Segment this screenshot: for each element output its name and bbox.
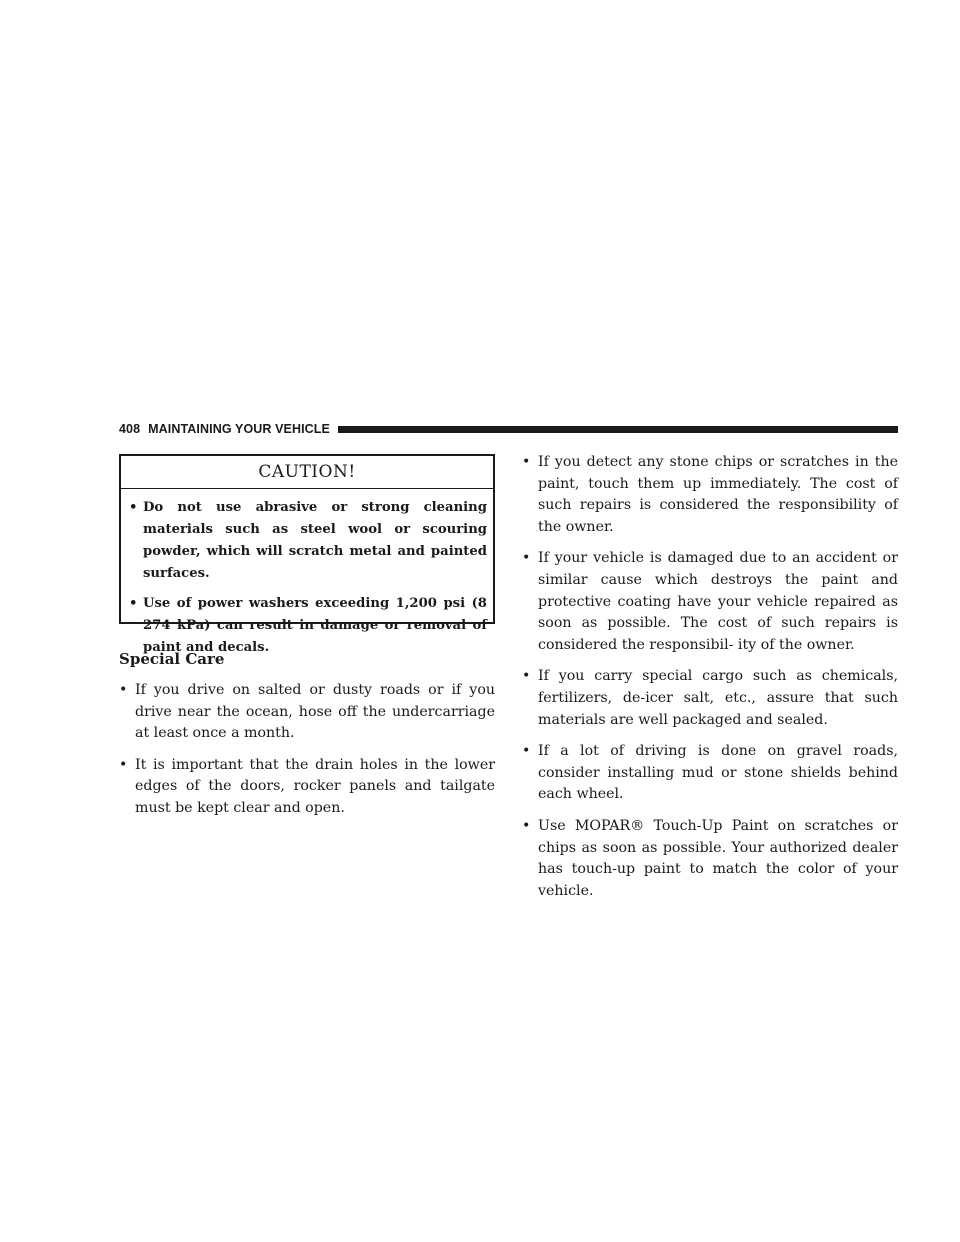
list-item-text: Use MOPAR® Touch-Up Paint on scratches or chips as soon as possible. Your authorized dealer has touch-up paint to match the color of your vehicle. — [538, 817, 898, 899]
caution-item-text: Do not use abrasive or strong cleaning materials such as steel wool or scouring powder, which will scratch metal and painted surfaces. — [143, 500, 487, 581]
list-item — [119, 680, 495, 745]
left-column — [119, 642, 495, 830]
bullet-icon: • — [119, 756, 128, 773]
bullet-icon: • — [522, 454, 531, 470]
list-item-text: If you carry special cargo such as chemicals, fertilizers, de-icer salt, etc., assure that such materials are well packaged and sealed. — [538, 668, 898, 728]
caution-item-text: Use of power washers exceeding 1,200 psi (8 274 kPa) can result in damage or removal of paint and decals. — [143, 596, 487, 655]
caution-list — [121, 489, 493, 659]
header-rule — [338, 426, 898, 433]
list-item — [522, 548, 898, 656]
list-item — [522, 741, 898, 806]
bullet-icon: • — [129, 596, 138, 611]
bullet-icon: • — [522, 743, 531, 760]
list-item-text: If you drive on salted or dusty roads or if you drive near the ocean, hose off the undercarriage at least once a month. — [135, 682, 495, 742]
bullet-icon: • — [522, 550, 531, 567]
list-item-text: If you detect any stone chips or scratches in the paint, touch them up immediately. The cost of such repairs is considered the responsibility of the owner. — [538, 454, 898, 535]
list-item — [522, 816, 898, 902]
right-column — [522, 452, 898, 912]
list-item — [522, 666, 898, 731]
caution-title: CAUTION! — [121, 456, 493, 489]
list-item-text: It is important that the drain holes in the lower edges of the doors, rocker panels and tailgate must be kept clear and open. — [135, 756, 495, 816]
bullet-icon: • — [522, 668, 531, 685]
special-care-heading: Special Care — [119, 650, 225, 668]
list-item-text: If a lot of driving is done on gravel roads, consider installing mud or stone shields behind each wheel. — [538, 743, 898, 803]
section-title: MAINTAINING YOUR VEHICLE — [148, 422, 330, 436]
bullet-icon: • — [119, 682, 128, 698]
bullet-icon: • — [522, 817, 531, 834]
caution-box — [119, 454, 495, 655]
page-number: 408 — [119, 422, 141, 436]
page-header — [119, 420, 898, 438]
special-care-list-right — [522, 452, 898, 902]
list-item — [522, 452, 898, 538]
special-care-list-left — [119, 680, 495, 820]
list-item — [119, 755, 495, 820]
bullet-icon: • — [129, 500, 138, 515]
caution-item — [129, 497, 487, 585]
list-item-text: If your vehicle is damaged due to an accident or similar cause which destroys the paint and protective coating have your vehicle repaired as soon as possible. The cost of such repairs is considered the responsibil- ity of the owner. — [538, 550, 898, 653]
